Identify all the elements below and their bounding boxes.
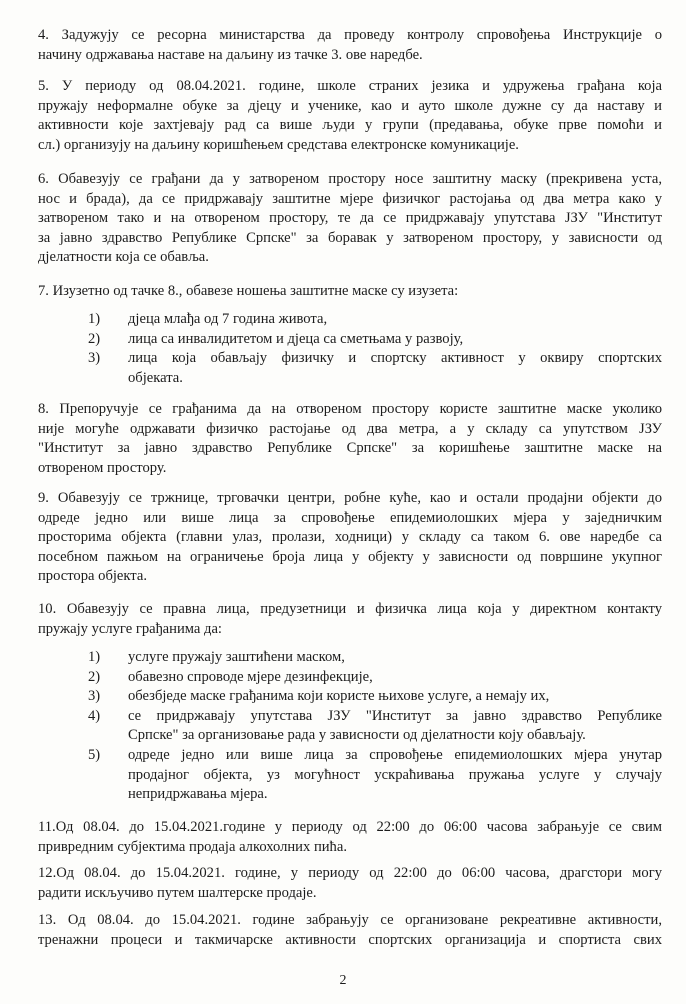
list-item-text: непридржавања мјера. [128,786,268,803]
text-line: 7. Изузетно од тачке 8., обавезе ношења заштитне маске су изузета: [38,283,459,299]
list-item-text: лица са инвалидитетом и дјеца са сметњама у развоју, [128,330,464,347]
text-line: за јавно здравство Републике Српске" за боравак у затвореном простору, у зависности од [38,229,662,246]
text-line: радити искључиво путем шалтерске продаје. [38,884,317,901]
paragraph-12 [38,864,662,903]
paragraph-4 [38,26,662,65]
text-line: 12.Од 08.04. до 15.04.2021. године, у периоду од 22:00 до 06:00 часова, драгстори могу [38,865,662,881]
text-line: одреде једно или више лица за спровођење епидемиолошких мјера у заједничким [38,509,662,526]
text-line: пружају неформалне обуке за дјецу и ученике, као и ауто школе дужне су да наставу и [38,97,662,114]
text-line: 13. Од 08.04. до 15.04.2021. године забрањују се организоване рекреативне активности, [38,912,662,928]
text-line: тренажни процеси и такмичарске активности спортских организација и спортиста свих [38,931,662,948]
list-item-number: 1) [88,311,101,327]
list-item-number: 2) [88,668,101,685]
list-item-number: 3) [88,350,101,367]
list-item-text: објеката. [128,369,183,386]
list-item-text: обавезно спроводе мјере дезинфекције, [128,668,373,685]
list-item [88,687,662,707]
list-obligations [88,648,662,805]
text-line: 11.Од 08.04. до 15.04.2021.године у периоду од 22:00 до 06:00 часова забрањује се свим [38,819,662,835]
text-line: 5. У периоду од 08.04.2021. године, школе страних језика и удружења грађана која [38,78,662,94]
paragraph-13 [38,911,662,950]
list-item-text: дјеца млађа од 7 година живота, [128,311,328,327]
paragraph-7 [38,282,662,302]
text-line: простора објекта. [38,568,147,585]
paragraph-6 [38,170,662,268]
list-item-text: продајног објекта, уз могућност ускраћивања пружања услуге у случају [128,766,662,783]
text-line: 6. Обавезују се грађани да у затвореном простору носе заштитну маску (прекривена уста, [38,171,662,187]
list-item-text: Српске" за организовање рада у зависности од дјелатности коју обављају. [128,727,586,744]
paragraph-8 [38,400,662,478]
list-item-number: 2) [88,330,101,347]
text-line: привредним субјектима продаја алкохолних пића. [38,838,347,855]
list-item-number: 4) [88,707,101,724]
list-item-number: 3) [88,688,101,705]
text-line: 8. Препоручује се грађанима да на отвореном простору користе заштитне маске уколико [38,401,662,417]
list-item-number: 5) [88,746,101,763]
list-item [88,668,662,688]
list-item-text: лица која обављају физичку и спортску активност у оквиру спортских [128,350,662,367]
list-item-number: 1) [88,649,101,665]
list-item [88,330,662,350]
paragraph-11 [38,818,662,857]
list-item-text: се придржавају упутстава ЈЗУ "Институт за јавно здравство Републике [128,707,662,724]
paragraph-10 [38,600,662,639]
text-line: посебном пажњом на ограничење броја лица у објекту у зависности од површине укупног [38,548,662,565]
text-line: 9. Обавезују се тржнице, трговачки центри, робне куће, као и остали продајни објекти до [38,490,662,506]
list-item-text: одреде једно или више лица за спровођење епидемиолошких мјера унутар [128,746,662,763]
list-item-text: услуге пружају заштићени маском, [128,649,345,665]
list-item [88,349,662,388]
text-line: сл.) организују на даљину коришћењем средстава електронске комуникације. [38,136,519,153]
text-line: начину одржавања наставе на даљину из тачке 3. ове наредбе. [38,46,423,63]
text-line: активности које захтјевају рад са више људи у групи (предавања, обуке прве помоћи и [38,117,662,134]
list-item-text: обезбједе маске грађанима који користе њихове услуге, а немају их, [128,688,550,705]
text-line: 10. Обавезују се правна лица, предузетници и физичка лица која у директном контакту [38,601,662,617]
list-item [88,707,662,746]
text-line: пружају услуге грађанима да: [38,620,222,637]
list-exemptions [88,310,662,388]
page-number: 2 [339,973,347,988]
text-line: није могуће одржавати физичко растојање од два метра, а у складу са упутством ЈЗУ [38,420,662,437]
paragraph-5 [38,77,662,155]
text-line: "Институт за јавно здравство Републике Српске" за коришћење заштитне маске на [38,440,662,457]
text-line: отвореном простору. [38,459,167,476]
list-item [88,648,662,668]
text-line: 4. Задужују се ресорна министарства да проведу контролу спровођења Инструкције о [38,27,662,43]
paragraph-9 [38,489,662,587]
list-item [88,746,662,805]
text-line: затвореном тако и на отвореном простору, те да се придржавају упутстава ЈЗУ "Институт [38,210,662,227]
text-line: просторима објекта (главни улаз, пролази, ходници) у складу са таком 6. ове наредбе са [38,529,662,546]
text-line: нос и брада), да се придржавају заштитне мјере физичког растојања од два метра како у [38,190,662,207]
list-item [88,310,662,330]
text-line: дјелатности која се обавља. [38,249,209,266]
